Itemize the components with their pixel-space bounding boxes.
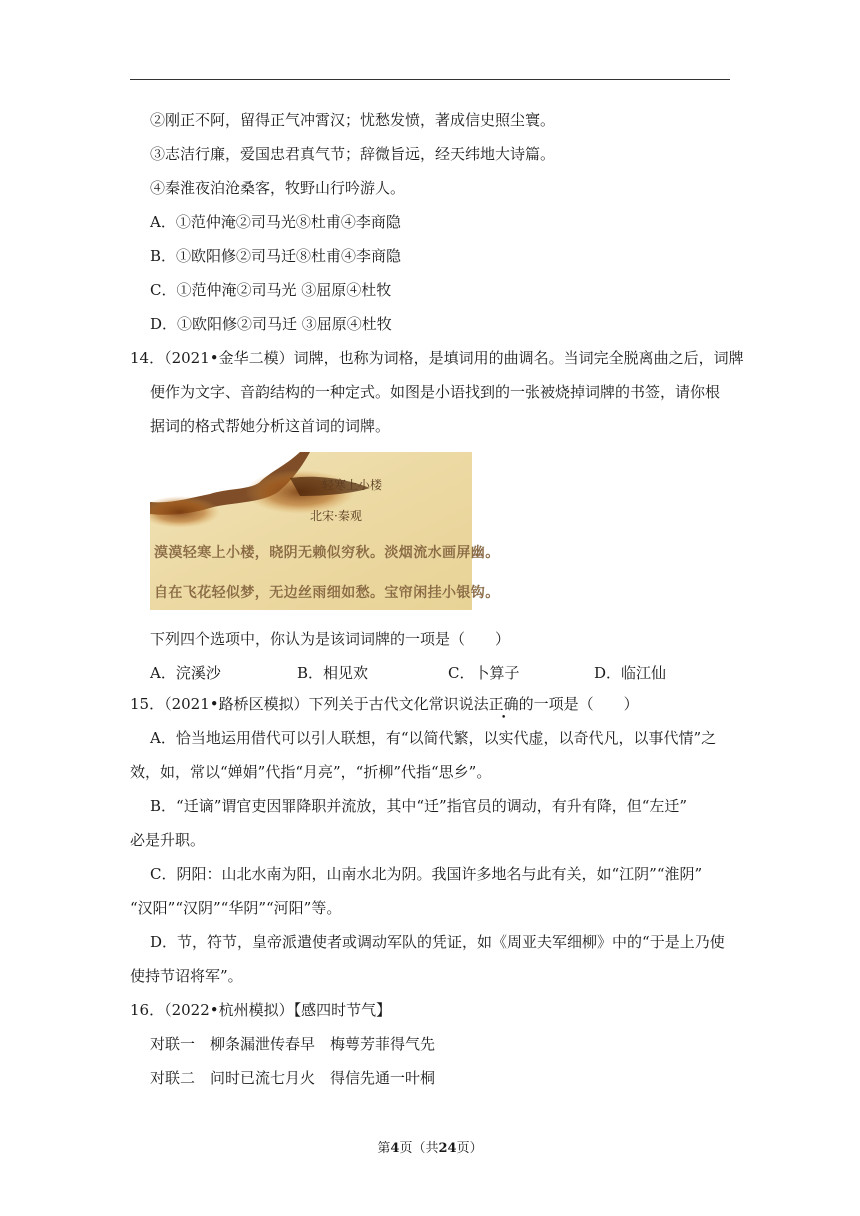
header-rule bbox=[130, 79, 730, 80]
bookmark-title: 轻寒上小楼 bbox=[322, 478, 383, 492]
bookmark-verse-2: 自在飞花轻似梦，无边丝雨细如愁。宝帘闲挂小银钩。 bbox=[154, 585, 500, 601]
q14-option-a: A．浣溪沙 bbox=[150, 664, 221, 682]
q15-stem-pre: 15．（2021•路桥区模拟）下列关于古代文化常识说法 bbox=[130, 695, 489, 713]
q15-option-d-line-2: 使持节诏将军”。 bbox=[130, 967, 243, 985]
footer-pre: 第 bbox=[377, 1141, 391, 1156]
q14-option-c: C．卜算子 bbox=[448, 664, 520, 682]
q14-stem-line-1: 14．（2021•金华二模）词牌，也称为词格，是填词用的曲调名。当词完全脱离曲之后，词牌 bbox=[130, 349, 744, 367]
q14-stem-line-2: 便作为文字、音韵结构的一种定式。如图是小语找到的一张被烧掉词牌的书签，请你根 bbox=[150, 383, 721, 401]
q13-line-4: ④秦淮夜泊沧桑客，牧野山行吟游人。 bbox=[150, 179, 406, 197]
q14-prompt: 下列四个选项中，你认为是该词词牌的一项是（ ） bbox=[150, 630, 511, 648]
burnt-bookmark-image bbox=[150, 452, 500, 610]
q13-option-d: D．①欧阳修②司马迁 ③屈原④杜牧 bbox=[150, 315, 392, 333]
q16-stem: 16．（2022•杭州模拟）【感四时节气】 bbox=[130, 1001, 392, 1019]
q13-line-3: ③志洁行廉，爱国忠君真气节；辞微旨远，经天纬地大诗篇。 bbox=[150, 145, 556, 163]
q15-option-a-line-2: 效，如，常以“婵娟”代指“月亮”，“折柳”代指“思乡”。 bbox=[130, 763, 492, 781]
footer-post: 页） bbox=[456, 1141, 483, 1156]
q14-option-b: B．相见欢 bbox=[297, 664, 369, 682]
q15-option-d-line-1: D．节，符节，皇帝派遣使者或调动军队的凭证，如《周亚夫军细柳》中的“于是上乃使 bbox=[150, 933, 725, 951]
footer-total-pages: 24 bbox=[438, 1141, 457, 1156]
q14-option-d: D．临江仙 bbox=[594, 664, 667, 682]
q15-option-b-line-2: 必是升职。 bbox=[130, 831, 206, 849]
bookmark-author: 北宋·秦观 bbox=[310, 509, 362, 523]
q14-stem-line-3: 据词的格式帮她分析这首词的词牌。 bbox=[150, 417, 391, 435]
q15-option-c-line-1: C．阴阳：山北水南为阳，山南水北为阴。我国许多地名与此有关，如“江阴”“淮阴” bbox=[150, 865, 703, 883]
q13-option-a: A．①范仲淹②司马光⑧杜甫④李商隐 bbox=[150, 213, 401, 231]
q16-couplet-1: 对联一 柳条漏泄传春早 梅萼芳菲得气先 bbox=[150, 1035, 436, 1053]
q15-stem-emphasis: 正确 bbox=[488, 695, 519, 713]
q15-stem-post: 的一项是（ ） bbox=[518, 695, 639, 713]
q15-option-c-line-2: “汉阳”“汉阴”“华阴”“河阳”等。 bbox=[130, 899, 342, 917]
page-footer bbox=[0, 1140, 860, 1158]
q15-option-a-line-1: A．恰当地运用借代可以引人联想，有“以简代繁，以实代虚，以奇代凡，以事代情”之 bbox=[150, 729, 717, 747]
q13-line-2: ②刚正不阿，留得正气冲霄汉；忧愁发愤，著成信史照尘寰。 bbox=[150, 111, 556, 129]
q16-couplet-2: 对联二 问时已流七月火 得信先通一叶桐 bbox=[150, 1069, 436, 1087]
q15-stem bbox=[130, 694, 639, 714]
q13-option-b: B．①欧阳修②司马迁⑧杜甫④李商隐 bbox=[150, 247, 402, 265]
q15-option-b-line-1: B．“迁谪”谓官吏因罪降职并流放，其中“迁”指官员的调动，有升有降，但“左迁” bbox=[150, 797, 688, 815]
bookmark-verse-1: 漠漠轻寒上小楼，晓阴无赖似穷秋。淡烟流水画屏幽。 bbox=[154, 545, 500, 561]
footer-mid: 页（共 bbox=[399, 1141, 439, 1156]
q13-option-c: C．①范仲淹②司马光 ③屈原④杜牧 bbox=[150, 281, 392, 299]
footer-page-number: 4 bbox=[390, 1141, 400, 1156]
